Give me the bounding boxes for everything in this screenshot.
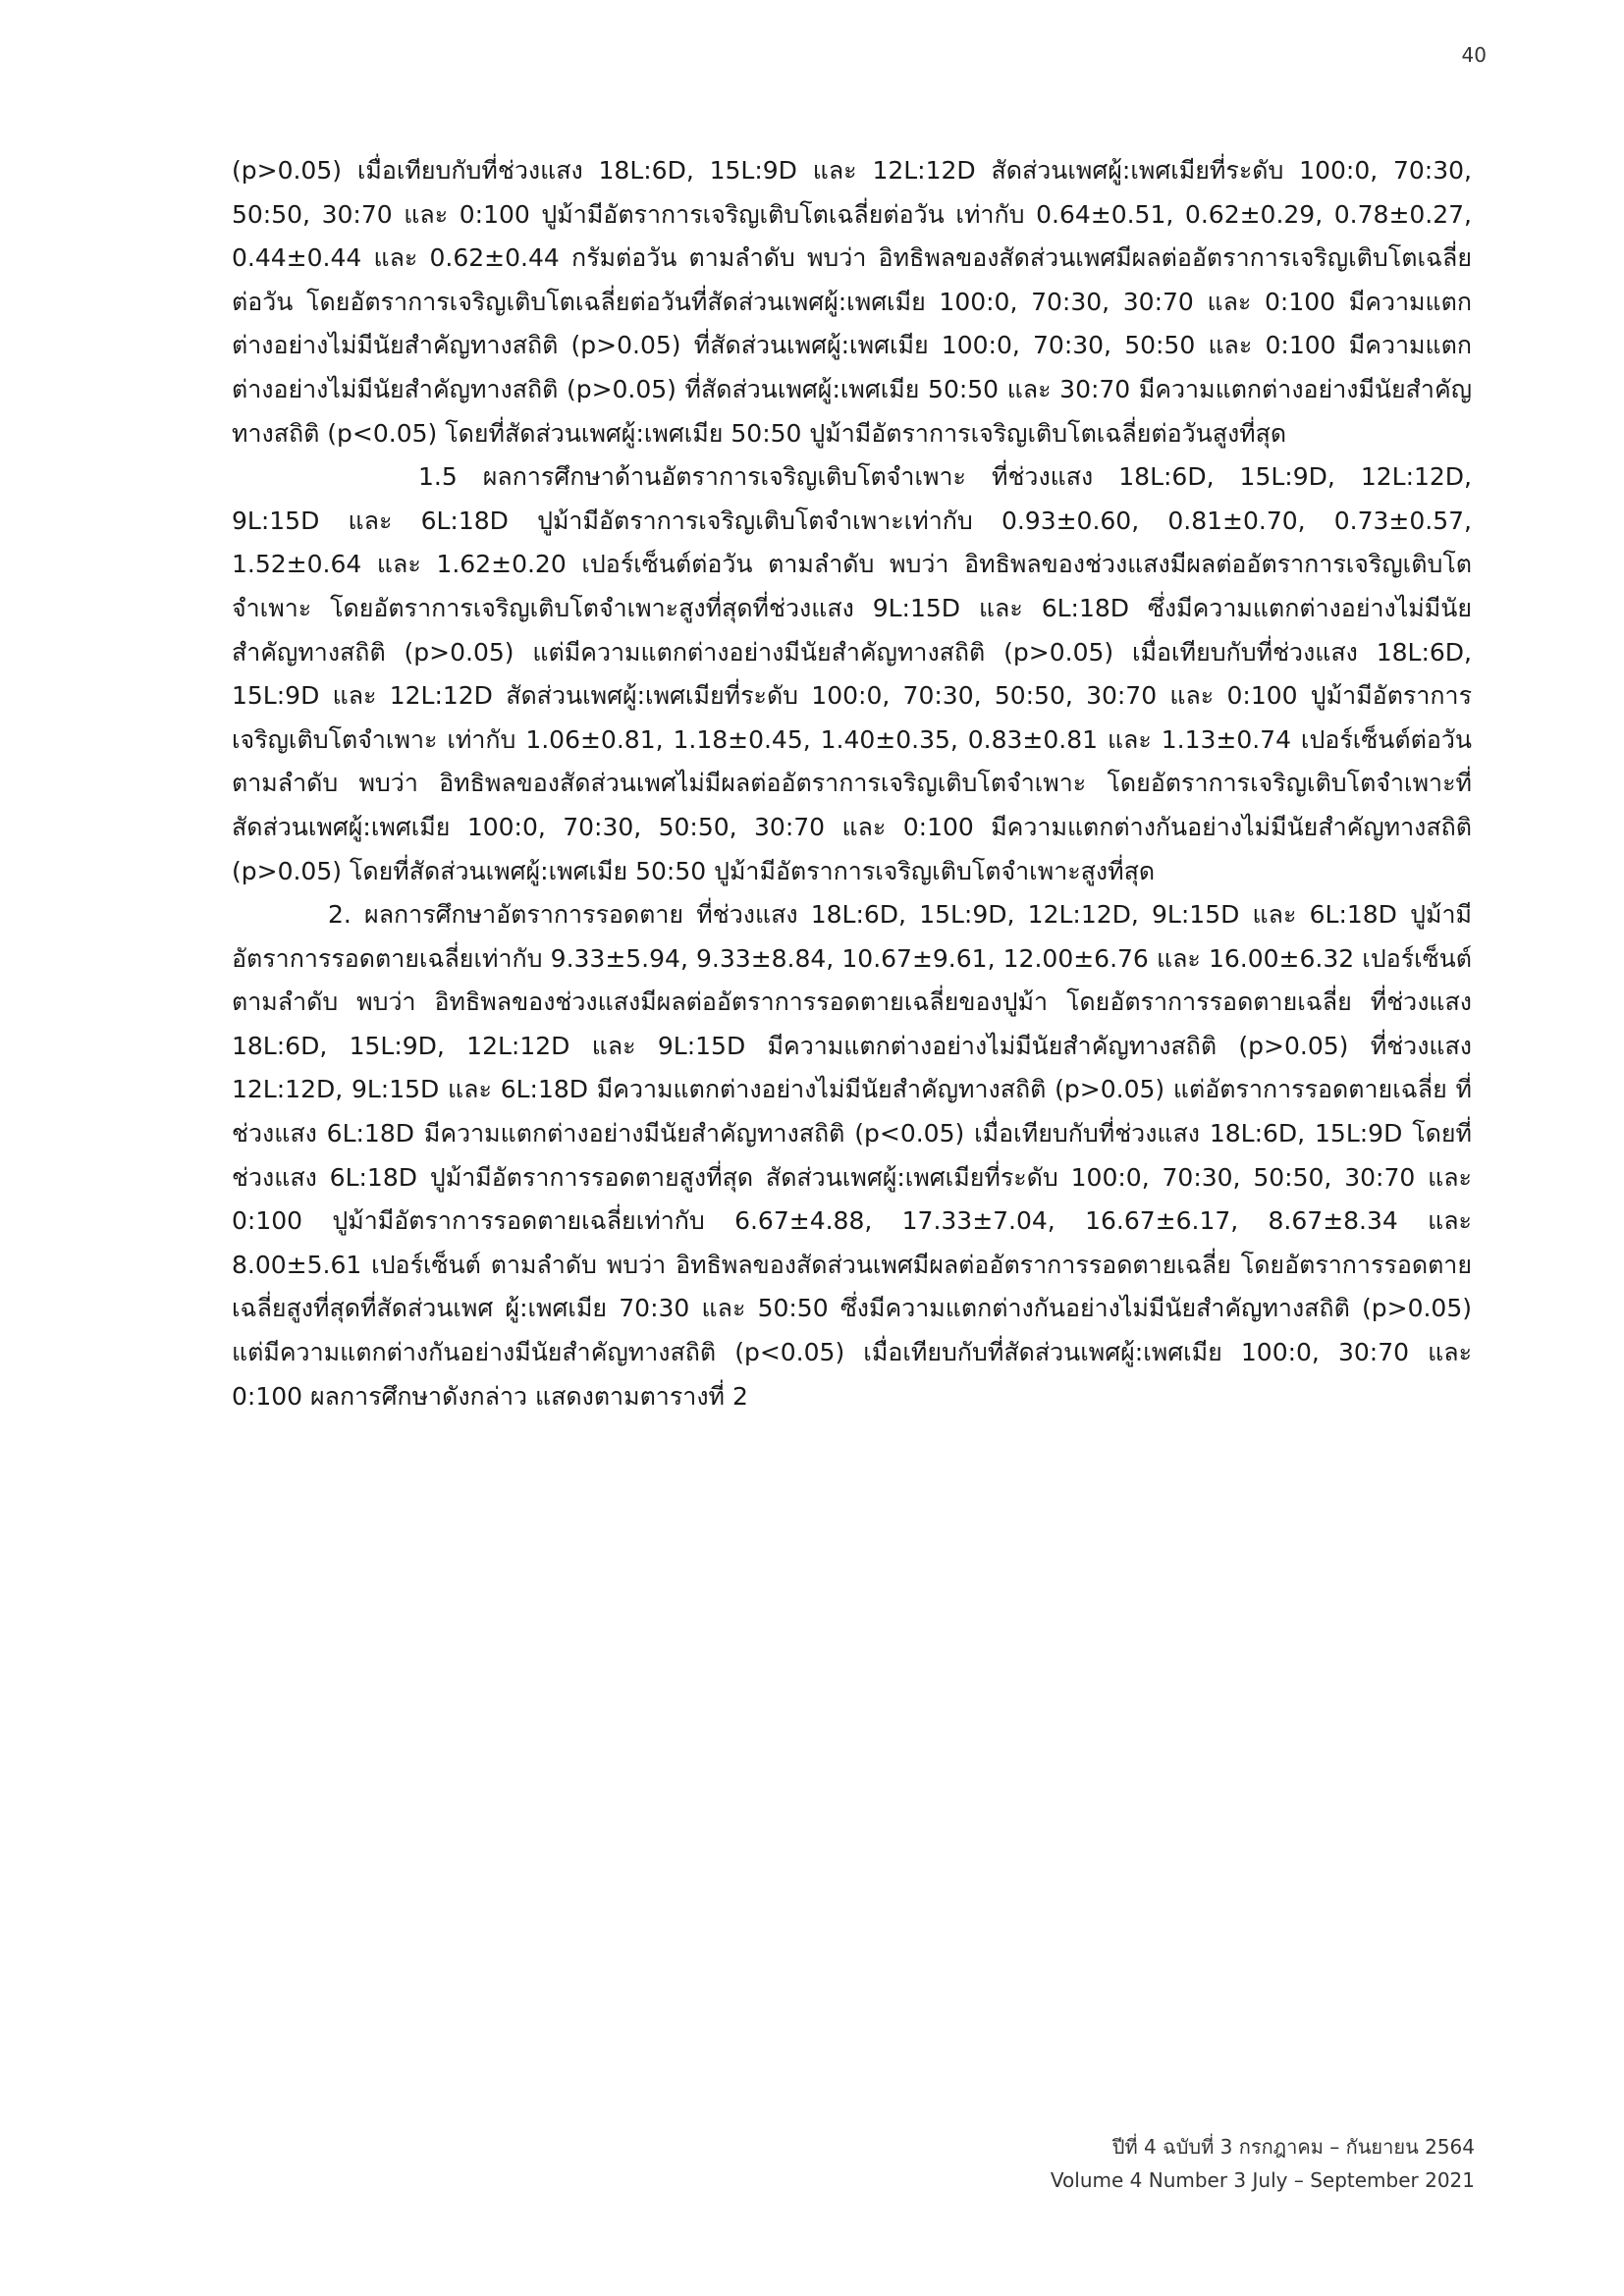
paragraph-specific-growth-rate: 1.5 ผลการศึกษาด้านอัตราการเจริญเติบโตจำเพาะ ที่ช่วงแสง 18L:6D, 15L:9D, 12L:12D, 9L:15D และ 6L:18D ปูม้ามีอัตราการเจริญเติบโตจำเพาะเท่ากับ 0.93±0.60, 0.81±0.70, 0.73±0.57, 1.52±0.64 และ 1.62±0.20 เปอร์เซ็นต์ต่อวัน ตามลำดับ พบว่า อิทธิพลของช่วงแสงมีผลต่ออัตราการเจริญเติบโตจำเพาะ โดยอัตราการเจริญเติบโตจำเพาะสูงที่สุดที่ช่วงแสง 9L:15D และ 6L:18D ซึ่งมีความแตกต่างอย่างไม่มีนัยสำคัญทางสถิติ (p>0.05) แต่มีความแตกต่างอย่างมีนัยสำคัญทางสถิติ (p>0.05) เมื่อเทียบกับที่ช่วงแสง 18L:6D, 15L:9D และ 12L:12D สัดส่วนเพศผู้:เพศเมียที่ระดับ 100:0, 70:30, 50:50, 30:70 และ 0:100 ปูม้ามีอัตราการเจริญเติบโตจำเพาะ เท่ากับ 1.06±0.81, 1.18±0.45, 1.40±0.35, 0.83±0.81 และ 1.13±0.74 เปอร์เซ็นต์ต่อวัน ตามลำดับ พบว่า อิทธิพลของสัดส่วนเพศไม่มีผลต่ออัตราการเจริญเติบโตจำเพาะ โดยอัตราการเจริญเติบโตจำเพาะที่สัดส่วนเพศผู้:เพศเมีย 100:0, 70:30, 50:50, 30:70 และ 0:100 มีความแตกต่างกันอย่างไม่มีนัยสำคัญทางสถิติ (p>0.05) โดยที่สัดส่วนเพศผู้:เพศเมีย 50:50 ปูม้ามีอัตราการเจริญเติบโตจำเพาะสูงที่สุด (232, 462, 1472, 885)
page-number: 40 (1461, 43, 1487, 67)
paragraph-survival-rate: 2. ผลการศึกษาอัตราการรอดตาย ที่ช่วงแสง 18L:6D, 15L:9D, 12L:12D, 9L:15D และ 6L:18D ปูม้ามีอัตราการรอดตายเฉลี่ยเท่ากับ 9.33±5.94, 9.33±8.84, 10.67±9.61, 12.00±6.76 และ 16.00±6.32 เปอร์เซ็นต์ ตามลำดับ พบว่า อิทธิพลของช่วงแสงมีผลต่ออัตราการรอดตายเฉลี่ยของปูม้า โดยอัตราการรอดตายเฉลี่ย ที่ช่วงแสง 18L:6D, 15L:9D, 12L:12D และ 9L:15D มีความแตกต่างอย่างไม่มีนัยสำคัญทางสถิติ (p>0.05) ที่ช่วงแสง 12L:12D, 9L:15D และ 6L:18D มีความแตกต่างอย่างไม่มีนัยสำคัญทางสถิติ (p>0.05) แต่อัตราการรอดตายเฉลี่ย ที่ช่วงแสง 6L:18D มีความแตกต่างอย่างมีนัยสำคัญทางสถิติ (p<0.05) เมื่อเทียบกับที่ช่วงแสง 18L:6D, 15L:9D โดยที่ช่วงแสง 6L:18D ปูม้ามีอัตราการรอดตายสูงที่สุด สัดส่วนเพศผู้:เพศเมียที่ระดับ 100:0, 70:30, 50:50, 30:70 และ 0:100 ปูม้ามีอัตราการรอดตายเฉลี่ยเท่ากับ 6.67±4.88, 17.33±7.04, 16.67±6.17, 8.67±8.34 และ 8.00±5.61 เปอร์เซ็นต์ ตามลำดับ พบว่า อิทธิพลของสัดส่วนเพศมีผลต่ออัตราการรอดตายเฉลี่ย โดยอัตราการรอดตายเฉลี่ยสูงที่สุดที่สัดส่วนเพศ ผู้:เพศเมีย 70:30 และ 50:50 ซึ่งมีความแตกต่างกันอย่างไม่มีนัยสำคัญทางสถิติ (p>0.05) แต่มีความแตกต่างกันอย่างมีนัยสำคัญทางสถิติ (p<0.05) เมื่อเทียบกับที่สัดส่วนเพศผู้:เพศเมีย 100:0, 30:70 และ 0:100 ผลการศึกษาดังกล่าว แสดงตามตารางที่ 2 (232, 900, 1472, 1411)
footer-issue-thai: ปีที่ 4 ฉบับที่ 3 กรกฎาคม – กันยายน 2564 (1111, 2135, 1475, 2159)
journal-footer (1051, 2130, 1475, 2197)
footer-issue-english: Volume 4 Number 3 July – September 2021 (1050, 2168, 1475, 2192)
document-body (232, 149, 1472, 1418)
paragraph-growth-rate-continued: (p>0.05) เมื่อเทียบกับที่ช่วงแสง 18L:6D, 15L:9D และ 12L:12D สัดส่วนเพศผู้:เพศเมียที่ระดับ 100:0, 70:30, 50:50, 30:70 และ 0:100 ปูม้ามีอัตราการเจริญเติบโตเฉลี่ยต่อวัน เท่ากับ 0.64±0.51, 0.62±0.29, 0.78±0.27, 0.44±0.44 และ 0.62±0.44 กรัมต่อวัน ตามลำดับ พบว่า อิทธิพลของสัดส่วนเพศมีผลต่ออัตราการเจริญเติบโตเฉลี่ยต่อวัน โดยอัตราการเจริญเติบโตเฉลี่ยต่อวันที่สัดส่วนเพศผู้:เพศเมีย 100:0, 70:30, 30:70 และ 0:100 มีความแตกต่างอย่างไม่มีนัยสำคัญทางสถิติ (p>0.05) ที่สัดส่วนเพศผู้:เพศเมีย 100:0, 70:30, 50:50 และ 0:100 มีความแตกต่างอย่างไม่มีนัยสำคัญทางสถิติ (p>0.05) ที่สัดส่วนเพศผู้:เพศเมีย 50:50 และ 30:70 มีความแตกต่างอย่างมีนัยสำคัญทางสถิติ (p<0.05) โดยที่สัดส่วนเพศผู้:เพศเมีย 50:50 ปูม้ามีอัตราการเจริญเติบโตเฉลี่ยต่อวันสูงที่สุด (232, 156, 1472, 448)
